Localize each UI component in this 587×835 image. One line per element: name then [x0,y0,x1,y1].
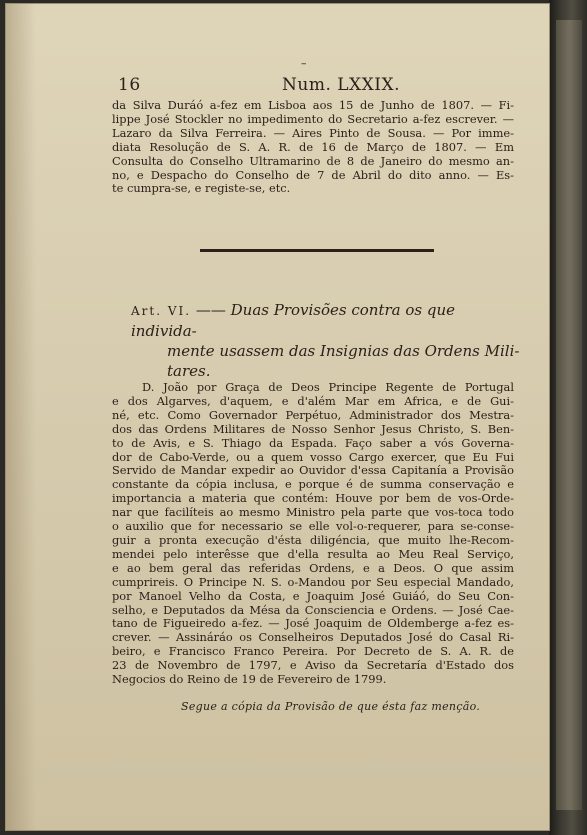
text-line: constante da cópia inclusa, e porque é de summa conservação e [112,477,514,492]
footer-note: Segue a cópia da Provisão de que ésta faz menção. [181,700,481,713]
text-line: selho, e Deputados da Mésa da Consciencia e Ordens. — José Cae- [112,602,514,617]
top-mark: – [301,57,307,70]
text-line: diata Resolução de S. A. R. de 16 de Março de 1807. — Em [112,139,514,154]
text-line: mendei pelo interêsse que d'ella resulta ao Meu Real Serviço, [112,546,514,561]
article-title-line: Duas Provisões contra os que individa- [131,301,456,340]
paragraph-1 [112,99,514,196]
section-divider [200,249,434,252]
book-edge-strip [556,20,582,810]
text-line: 23 de Novembro de 1797, e Aviso da Secretaría d'Estado dos [112,658,514,673]
text-line: nar que facilíteis ao mesmo Ministro pela parte que vos-toca todo [112,505,514,520]
text-line: o auxilio que for necessario se elle vol-o-requerer, para se-conse- [112,519,514,534]
text-line: e ao bem geral das referidas Ordens, e a Deos. O que assim [112,560,514,575]
text-line: dos das Ordens Militares de Nosso Senhor Jesus Christo, S. Ben- [112,421,514,436]
text-line: te cumpra-se, e registe-se, etc. [112,181,291,196]
text-line: né, etc. Como Governador Perpétuo, Administrador dos Mestra- [112,407,514,422]
article-label: Art. VI. [131,304,192,318]
text-line: to de Avis, e S. Thiago da Espada. Faço saber a vós Governa- [112,435,514,450]
article-title-line: mente usassem das Insignias das Ordens Mili- [167,342,520,360]
text-line: Lazaro da Silva Ferreira. — Aires Pinto de Sousa. — Por imme- [112,125,514,140]
text-line: da Silva Duráó a-fez em Lisboa aos 15 de Junho de 1807. — Fi- [112,98,514,112]
text-line: lippe José Stockler no impedimento do Secretario a-fez escrever. — [112,111,514,126]
text-line: D. João por Graça de Deos Principe Regente de Portugal [142,380,514,394]
text-line: dor de Cabo-Verde, ou a quem vosso Cargo exercer, que Eu Fui [112,449,514,464]
text-line: cumprireis. O Principe N. S. o-Mandou por Seu especial Mandado, [112,574,514,589]
page-title: Num. LXXIX. [282,75,400,95]
text-line: no, e Despacho do Conselho de 7 de Abril do dito anno. — Es- [112,167,514,182]
text-line: crever. — Assináráo os Conselheiros Deputados José do Casal Ri- [112,630,514,645]
text-line: guir a pronta execução d'ésta diligéncia, que muito lhe-Recom- [112,532,514,547]
text-line: tano de Figueiredo a-fez. — José Joaquim de Oldemberge a-fez es- [112,616,514,631]
text-line: beiro, e Francisco Franco Pereira. Por Decreto de S. A. R. de [112,644,514,659]
article-title-line: tares. [167,362,211,380]
page-number: 16 [118,75,141,95]
text-line: por Manoel Velho da Costa, e Joaquim José Guiáó, do Seu Con- [112,588,514,603]
article-heading [131,300,521,381]
text-line: Negocios do Reino de 19 de Fevereiro de 1799. [112,672,387,687]
text-line: e dos Algarves, d'aquem, e d'além Mar em Africa, e de Gui- [112,393,514,408]
text-line: Servido de Mandar expedir ao Ouvidor d'essa Capitanía a Provisão [112,463,514,478]
provision-text [112,381,514,687]
text-line: Consulta do Conselho Ultramarino de 8 de Janeiro do mesmo an- [112,153,514,168]
text-line: importancia a materia que contém: Houve por bem de vos-Orde- [112,491,514,506]
article-dash: —— [195,301,226,319]
